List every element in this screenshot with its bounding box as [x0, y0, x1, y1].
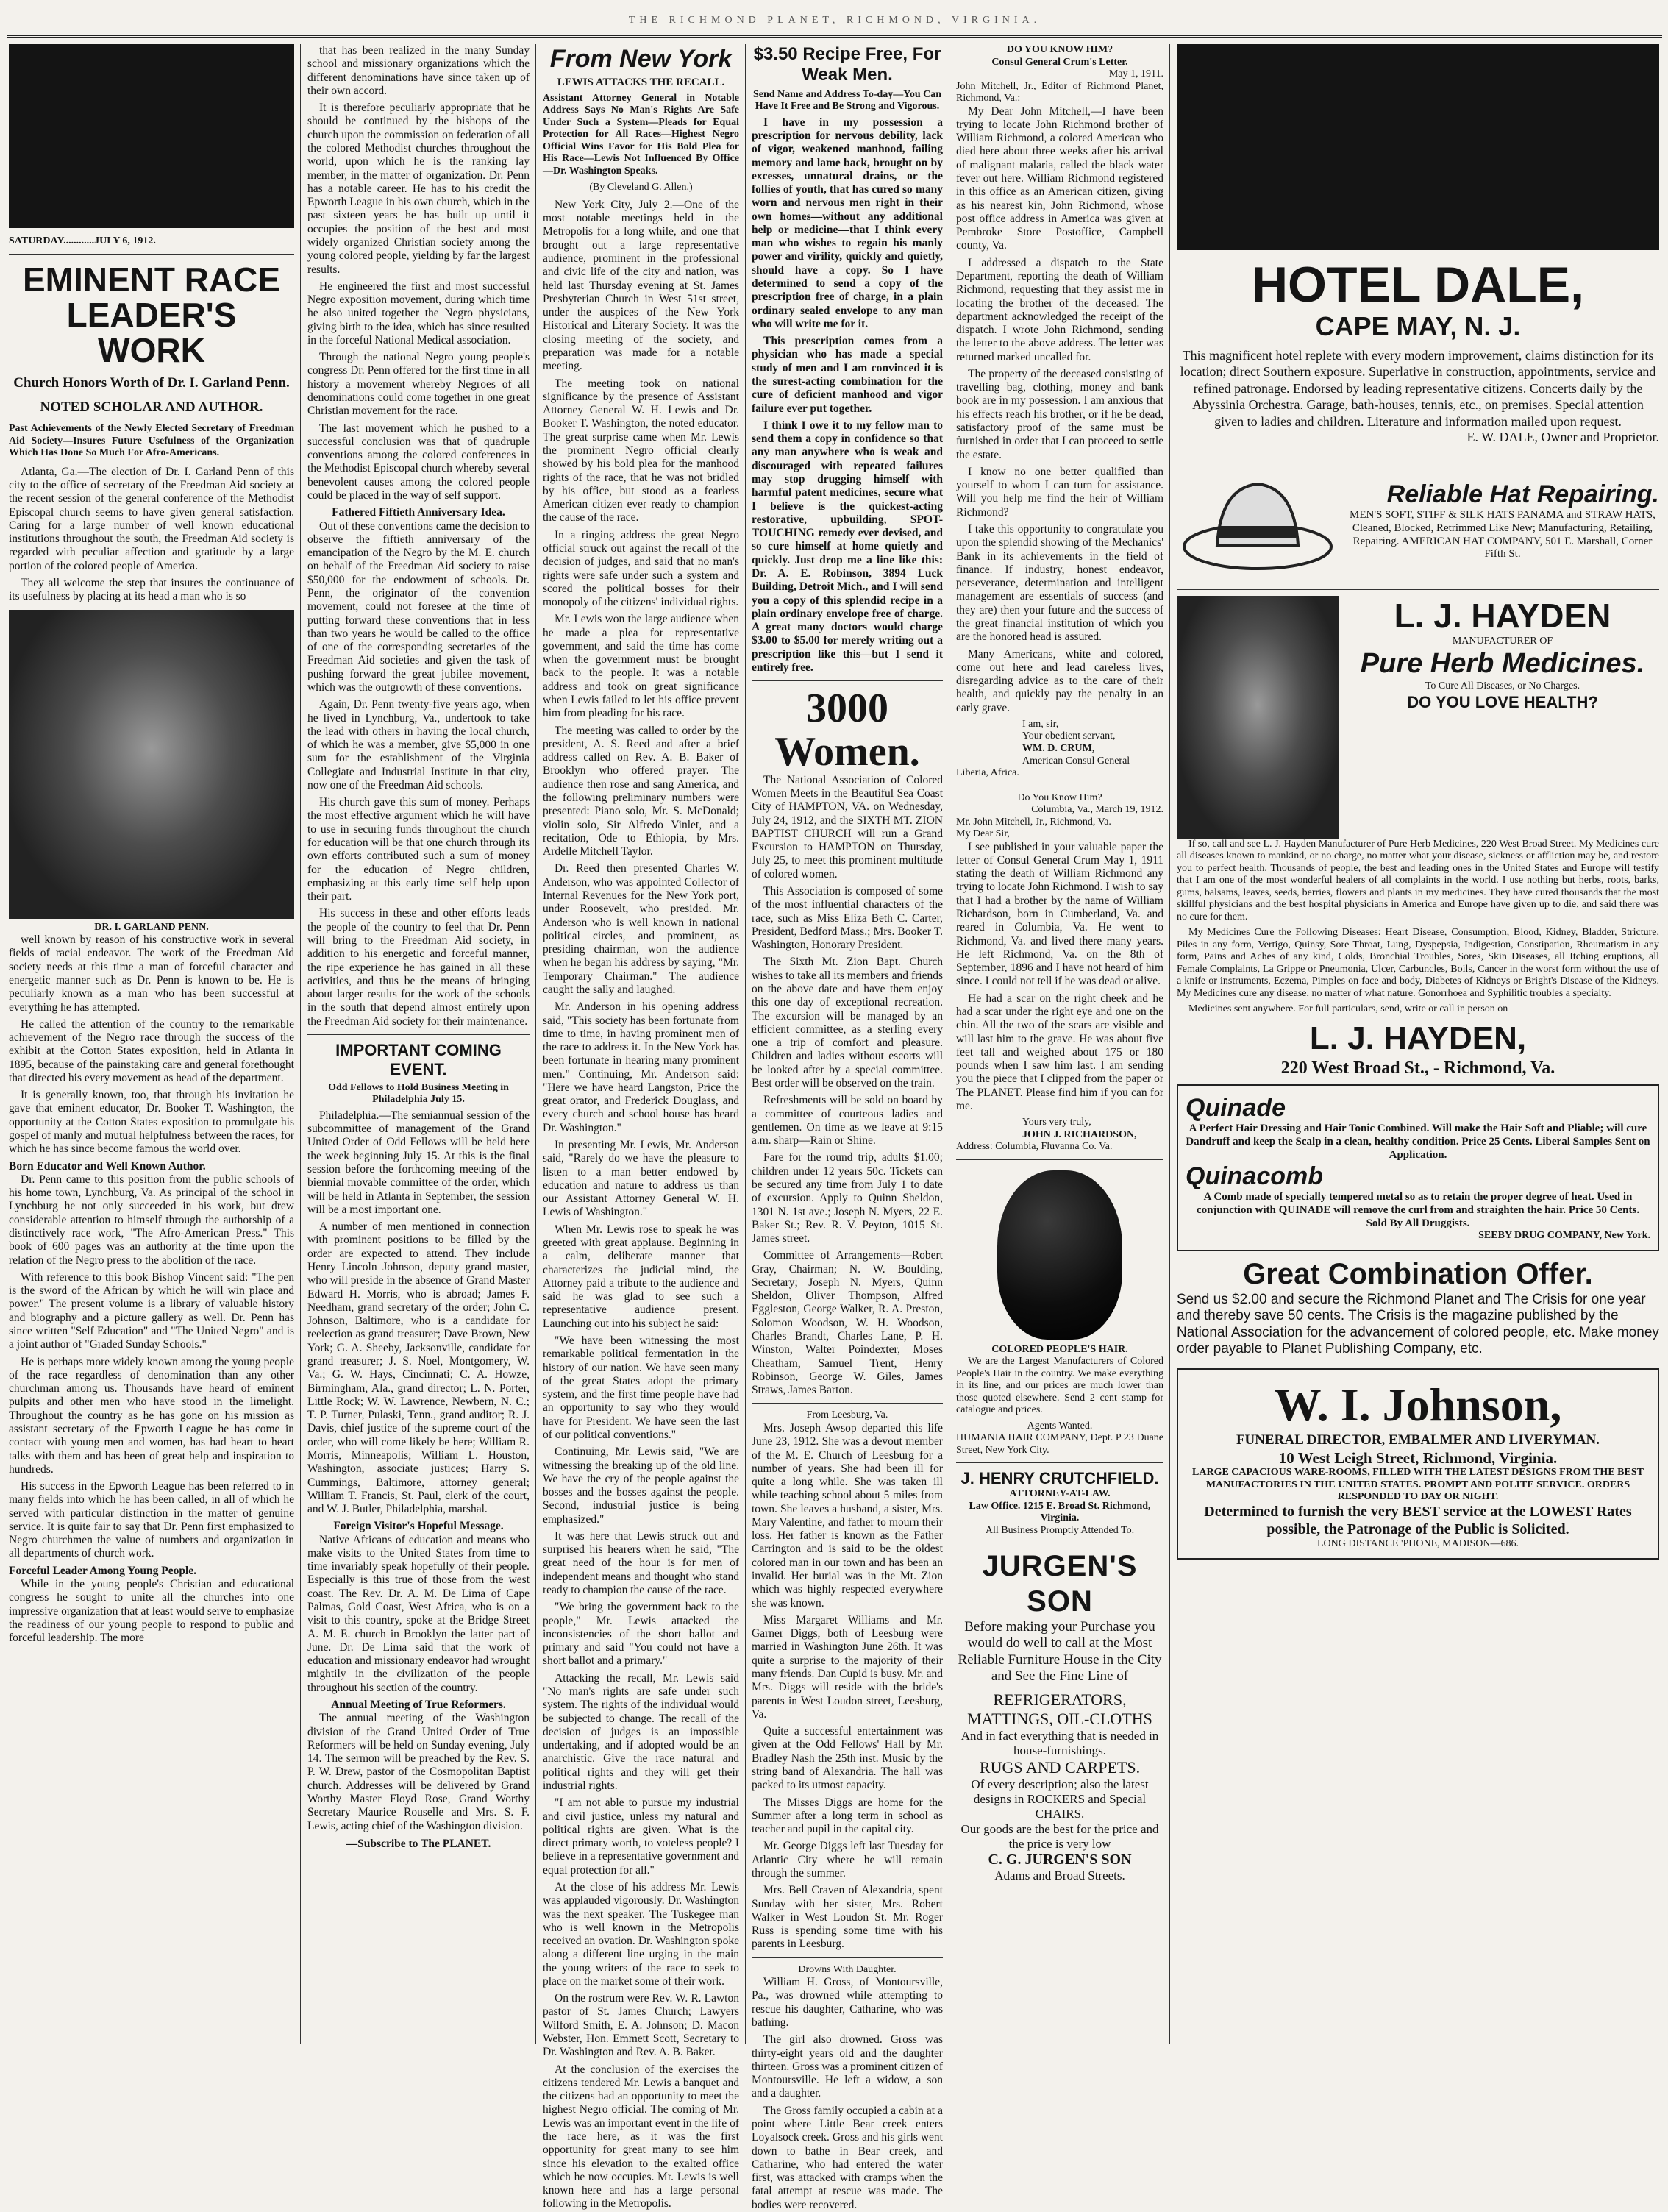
paragraph: Miss Margaret Williams and Mr. Garner Diggs, both of Leesburg were married in Washington June 26th. It was quite a surprise to the majority of their many friends. Dan Cupid is busy. Mr. and Mrs. Diggs will reside with the bride's parents in West Loudon street, Leesburg, Va. [752, 1613, 943, 1721]
paragraph: Committee of Arrangements—Robert Gray, Chairman; N. W. Boulding, Secretary; Joseph N. Myers, Quinn Sheldon, Oliver Thompson, Alfred Eggleston, George Walker, R. A. Preston, Solomon Woodson, W. H. Woodson, Charles Brandt, Charles Lane, P. H. Winston, Walter Poindexter, Moses Cheatham, Samuel Trent, Henry Robinson, George W. Giles, James Straws, James Barton. [752, 1249, 943, 1397]
paragraph: Quite a successful entertainment was given at the Odd Fellows' Hall by Mr. Bradley Nash the 25th inst. Music by the string band of Alexandria. The hall was packed to its utmost capacity. [752, 1725, 943, 1792]
subscribe-note: —Subscribe to The PLANET. [346, 1837, 491, 1850]
paragraph: The meeting was called to order by the president, A. S. Reed and after a brief address called on Rev. A. B. Baker of Brooklyn who offered prayer. The audience then rose and sang America, and the following preliminary numbers were presented: Piano solo, Mr. S. McDonald; violin solo, Sir Alfredo Vinlet, and a recitation, Ode to Ethiopia, by Mrs. Ardelle Mitchell Taylor. [543, 724, 739, 858]
paragraph: Mr. Anderson in his opening address said, "This society has been fortunate from time to time, in having prominent men of the race to address it. In the New York has been fortunate in hearing many prominent men." Continuing, Mr. Anderson said: "Here we have heard Langston, Price the great orator, and Frederick Douglass, and every church and school house has heard Dr. Washington." [543, 1000, 739, 1134]
ad-heading: J. HENRY CRUTCHFIELD. [960, 1469, 1159, 1488]
paragraph: He is perhaps more widely known among the young people of the race regardless of denomination than any other churchman among us. Thousands have heard of eminent pulpits and other men who have stood in the limelight. Throughout the country as he has gone on his mission as assistant secretary of the Epworth League he has come in contact with young men and women, has had heart to heart talks with them and has been of great help and inspiration to hundreds. [9, 1355, 294, 1476]
paragraph: Many Americans, white and colored, come out here and lead careless lives, disregarding advice as to the care of their health, and quickly pay the penalty in an early grave. [956, 647, 1163, 714]
ad-signature: SEEBY DRUG COMPANY, New York. [1478, 1230, 1650, 1242]
headline: EMINENT RACE LEADER'S WORK [22, 260, 281, 370]
paragraph: We are the Largest Manufacturers of Colored People's Hair in the country. We make everything in its line, and our prices are much lower than those quoted elsewhere. Send 2 cent stamp for catalogue and prices. [956, 1356, 1163, 1416]
ad-heading: L. J. HAYDEN [1394, 596, 1611, 635]
paragraph: William H. Gross, of Montoursville, Pa., was drowned while attempting to rescue his daughter, Catharine, who was bathing. [752, 1976, 943, 2029]
ad-text: A Comb made of specially tempered metal so as to retain the proper degree of heat. Used in conjunction with QUINADE will remove the curl from and straighten the hair. Price 50 Cents. Sold By All Druggists. [1196, 1191, 1640, 1229]
column-5 [956, 44, 1163, 2044]
ad-note: All Business Promptly Attended To. [985, 1524, 1135, 1536]
ad-heading: Quinade [1186, 1094, 1286, 1123]
paragraph: Continuing, Mr. Lewis said, "We are witnessing the breaking up of the old line. We have the cry of the people against the bosses and the bosses against the people. Second, industrial justice is being emphasized." [543, 1445, 739, 1526]
ad-text: MEN'S SOFT, STIFF & SILK HATS PANAMA and STRAW HATS, Cleaned, Blocked, Retrimmed Like New; Manufacturing, Retailing, Repairing. AMERICAN HAT COMPANY, 501 E. Marshall, Corner Fifth St. [1350, 509, 1655, 561]
dateline: SATURDAY............JULY 6, 1912. [9, 235, 156, 246]
paragraph: The Sixth Mt. Zion Bapt. Church wishes to take all its members and friends on the above date and have them enjoy this one day of exceptional recreation. The excursion will be managed by an efficient committee, as a sterling every one a trip of comfort and pleasure. Children and ladies without escorts will be looked after by a special committee. Best order will be observed on the train. [752, 956, 943, 1089]
hat-icon [1177, 458, 1339, 583]
paragraph: The meeting took on national significance by the presence of Assistant Attorney General W. H. Lewis and Dr. Booker T. Washington, the noted educator. The great surprise came when Mr. Lewis the prominent Negro official clearly showed by his bold plea for the manhood rights of the race, that he was not bridled by his office, but stood as a fearless American citizen ever ready to champion the cause of the race. [543, 377, 739, 524]
article-heading: From New York [549, 45, 733, 73]
paragraph: I think I owe it to my fellow man to send them a copy in confidence so that any man anywhere who is weak and discouraged with repeated failures may stop drugging himself with harmful patent medicines, secure what I believe is the quickest-acting restorative, upbuilding, SPOT-TOUCHING remedy ever devised, and so cure himself at home quietly and quickly. Just drop me a line like this: Dr. A. E. Robinson, 3894 Luck Building, Detroit Mich., and I will send you a copy of this splendid recipe in a plain ordinary envelope free of charge. A great many doctors would charge $3.00 to $5.00 for merely writing out a prescription like this—but I send it entirely free. [752, 419, 943, 674]
deck: LEWIS ATTACKS THE RECALL. [557, 77, 725, 89]
column-2 [307, 44, 530, 2044]
ad-signature: C. G. JURGEN'S SON [988, 1851, 1132, 1868]
ad-heading: Pure Herb Medicines. [1360, 648, 1645, 680]
deck: Church Honors Worth of Dr. I. Garland Penn. [13, 375, 290, 391]
letter-signature: JOHN J. RICHARDSON, [1022, 1128, 1137, 1140]
column-rule [745, 44, 746, 2044]
paragraph: His success in the Epworth League has been referred to in many fields into which he has been called, in all of which he served with particular distinction in the matter of genuine service. It is quite fair to say that Dr. Penn first emphasized to Negro churchmen the value of numbers and organization in all departments of church work. [9, 1480, 294, 1560]
subhead: Consul General Crum's Letter. [991, 56, 1128, 68]
ad-signature: L. J. HAYDEN, [1309, 1020, 1527, 1056]
paragraph: It was here that Lewis struck out and surprised his hearers when he said, "The great need of the hour is for men of independent means and thought who stand ready to champion the cause of the race. [543, 1529, 739, 1597]
ad-subtitle: CAPE MAY, N. J. [1315, 311, 1521, 342]
ad-address: Law Office. 1215 E. Broad St. Richmond, Virginia. [969, 1500, 1151, 1524]
paragraph: He had a scar on the right cheek and he had a scar under the right eye and one on the chin. All the two of the scars are visible and will last him to the grave. He was about five feet tall and weighed about 175 or 180 pounds when I saw him last. I am sending you the piece that I clipped from the paper or The PLANET. Please find him if you can for me. [956, 992, 1163, 1112]
quinade-ad [1177, 1084, 1659, 1251]
paragraph: The National Association of Colored Women Meets in the Beautiful Sea Coast City of HAMPTON, VA. on Wednesday, July 24, 1912, and the SIXTH MT. ZION BAPTIST CHURCH will run a Grand Excursion to HAMPTON on Thursday, July 25, to meet this prominent multitude of colored women. [752, 773, 943, 881]
photo-caption: DR. I. GARLAND PENN. [94, 921, 209, 933]
column-rule [1169, 44, 1170, 2044]
summary: Assistant Attorney General in Notable Address Says No Man's Rights Are Safe Under Such a System—Pleads for Equal Protection for All Races—Highest Negro Official Wins Favor for His Bold Plea for His Race—Lewis Not Influenced By Office—Dr. Washington Speaks. [543, 92, 739, 177]
paragraph: It is generally known, too, that through his invitation he gave that eminent educator, Dr. Booker T. Washington, the opportunity at the Cotton States exposition to promulgate his gospel of manly and mutual helpfulness between the races, for which he has since become famous the world over. [9, 1089, 294, 1156]
paragraph: Out of these conventions came the decision to observe the fiftieth anniversary of the emancipation of the Negro by the M. E. church on behalf of the Freedman Aid society to raise $50,000 for the endowment of schools. Dr. Penn, the originator of the convention movement, could not foresee at the time of putting forward these conventions that in less than two years he would be called to the office of one of the corresponding secretaries of the Freedman Aid societies and given the task of pushing forward the great jubilee movement, which was the outgrowth of these conventions. [307, 519, 530, 694]
paragraph: In presenting Mr. Lewis, Mr. Anderson said, "Rarely do we have the pleasure to listen to a man better endowed by education and nature to address us than our Assistant Attorney General W. H. Lewis of Washington." [543, 1139, 739, 1219]
letter-closing: Liberia, Africa. [956, 767, 1019, 779]
ad-heading: 3000 Women. [774, 686, 920, 775]
ad-heading: Great Combination Offer. [1243, 1257, 1593, 1290]
portrait-photo [1177, 596, 1339, 839]
paragraph: His church gave this sum of money. Perhaps the most effective argument which he will have to use in securing funds throughout the church for education will be that one church through its own efforts contributed such a sum of money for the education of Negro children, emphasizing at this early time self help upon their part. [307, 796, 530, 903]
paragraph: Mrs. Bell Craven of Alexandria, spent Sunday with her sister, Mrs. Robert Walker in West Loudon St. Mr. Roger Russ is spending some time with his parents in Leesburg. [752, 1884, 943, 1951]
paragraph: They all welcome the step that insures the continuance of its usefulness by placing at its head a man who is so [9, 577, 294, 603]
subhead: From Leesburg, Va. [806, 1409, 888, 1421]
paragraph: I take this opportunity to congratulate you upon the splendid showing of the Mechanics' Bank in its achievements in the field of finance. If industry, honest endeavor, perseverance, determination and intelligent management are essentials of success (and they are) then your future and the success of the great financial institution of which you are the honored head is assured. [956, 523, 1163, 644]
paragraph: My Medicines Cure the Following Diseases: Heart Disease, Consumption, Blood, Kidney, Bladder, Stricture, Piles in any form, Vertigo, Quinsy, Sore Throat, Lung, Dyspepsia, Indigestion, Constipation, Rheumatism in any form, Pains and Aches of any kind, Colds, Bronchial Troubles, Sores, Skin Diseases, all Itching eruptions, all Female Complaints, La Grippe or Pneumonia, Ulcer, Carbuncles, Boils, Cancer in the worst form without the use of a knife or instruments, Eczema, Pimples on face and body, Diabetes of Kidneys or Bright's Disease of the Kidneys. My Medicines cure any disease, no matter of what nature. Gonorrhoea and Syphilitic troubles a specialty. [1177, 927, 1659, 999]
paragraph: The Gross family occupied a cabin at a point where Little Bear creek enters Loyalsock creek. Gross and his girls went down to bathe in Bear creek, and Catharine, who had entered the water first, was attacked with cramps when the fatal attempt at rescue was made. The bodies were recovered. [752, 2104, 943, 2211]
letter-closing: Your obedient servant, [1022, 730, 1116, 742]
masthead-ink-block [1177, 44, 1659, 250]
paragraph: "We bring the government back to the people," Mr. Lewis attacked the inconsistencies of the short ballot and primary and said "You could not have a short ballot and a primary." [543, 1601, 739, 1668]
paragraph: This Association is composed of some of the most influential characters of the race, such as Miss Eliza Beth C. Carter, President, Bedford Mass.; Mrs. Booker T. Washington, Honorary President. [752, 885, 943, 952]
ad-address: Adams and Broad Streets. [994, 1868, 1125, 1883]
paragraph: My Dear John Mitchell,—I have been trying to locate John Richmond brother of William Richmond, a colored American who died here about three weeks after his arrival of malignant malaria, called the black water fever out here. William Richmond registered in this office as an American citizen, giving as his nearest kin, John Richmond, whose post office address in America was given at Pembroke Store Postoffice, Campbell county, Va. [956, 104, 1163, 252]
hat-ad [1177, 458, 1659, 583]
paragraph: well known by reason of his constructive work in several fields of racial endeavor. The work of the Freedman Aid society needs at this time a man of forceful character and energetic manner such as Dr. Penn is known to be. He is peculiarly known as a man who has been successful at everything he has attempted. [9, 933, 294, 1014]
paragraph: At the close of his address Mr. Lewis was applauded vigorously. Dr. Washington was the next speaker. The Tuskegee man who is well known in the Metropolis received an ovation. Dr. Washington spoke along a different line urging in the main the young writers of the race to seek to place on the market some of their work. [543, 1880, 739, 1988]
paragraph: Philadelphia.—The semiannual session of the subcommittee of management of the Grand United Order of Odd Fellows will be held here the week beginning July 15. At this is the final session before the forthcoming meeting of the biennial movable committee of the order, which will be held in Atlanta in September, the session will be a most important one. [307, 1109, 530, 1216]
ad-address: 220 West Broad St., - Richmond, Va. [1280, 1058, 1555, 1078]
subhead: Fathered Fiftieth Anniversary Idea. [332, 506, 505, 519]
ad-heading: Reliable Hat Repairing. [1386, 480, 1659, 509]
letter-salutation: My Dear Sir, [956, 828, 1010, 840]
paragraph: The annual meeting of the Washington division of the Grand United Order of True Reformers will be held on Sunday evening, July 14. The sermon will be preached by the Rev. S. P. W. Drew, pastor of the Cosmopolitan Baptist church. Addresses will be delivered by Grand Worthy Master Floyd Rose, Grand Worthy Secretary Maurice Rouselle and Mrs. S. F. Lewis, acting chief of the Washington division. [307, 1712, 530, 1832]
letter-closing: Yours very truly, [1022, 1117, 1091, 1128]
subhead: Do You Know Him? [1017, 792, 1102, 803]
column-1 [9, 44, 294, 2044]
paragraph: On the rostrum were Rev. W. R. Lawton pastor of St. James Church; Lawyers Wilford Smith, E. A. Johnson; D. Macon Webster, Hon. Emmett Scott, Secretary to Dr. Washington and Rev. A. B. Baker. [543, 1992, 739, 2059]
paragraph: In a ringing address the great Negro official struck out against the recall of the decision of judges, and said that no man's rights were safe under such a system and scored the political bosses for their monopoly of the citizens' individual rights. [543, 528, 739, 609]
ad-text: Before making your Purchase you would do well to call at the Most Reliable Furniture House in the City and See the Fine Line of [958, 1618, 1162, 1685]
ad-text: Determined to furnish the very BEST service at the LOWEST Rates possible, the Patronage of the Public is Solicited. [1204, 1503, 1632, 1537]
paragraph: This prescription comes from a physician who has made a special study of men and I am convinced it is the surest-acting combination for the cure of deficient manhood and vigor failure ever put together. [752, 335, 943, 415]
paragraph: Atlanta, Ga.—The election of Dr. I. Garland Penn of this city to the office of secretary of the Freedman Aid society at the recent session of the general conference of the Methodist Episcopal church seems to have given general satisfaction. Caring for a large number of well known educational institutions throughout the south, the Freedman Aid society is regarded with peculiar affection and gratitude by a large portion of the colored people of America. [9, 465, 294, 572]
ad-text: Our goods are the best for the price and the price is very low [960, 1821, 1159, 1851]
letter-closing: Address: Columbia, Fluvanna Co. Va. [956, 1141, 1113, 1153]
paragraph: I know no one better qualified than yourself to whom I can turn for assistance. Will you help me find the heir of William Richmond? [956, 465, 1163, 519]
subhead: Foreign Visitor's Hopeful Message. [333, 1520, 504, 1533]
paragraph: With reference to this book Bishop Vincent said: "The pen is the sword of the African by which he will win place and power." The present volume is a library of valuable history and biography and a picture gallery as well. Dr. Penn has since written "Self Education" and "The United Negro" and is a joint author of "Graded Sunday Schools." [9, 1270, 294, 1351]
column-3 [543, 44, 739, 2211]
letter-address: Mr. John Mitchell, Jr., Richmond, Va. [956, 816, 1111, 828]
paragraph: "We have been witnessing the most remarkable political fermentation in the history of our nation. We have seen many of the great States adopt the primary system, and the first time people have had an opportunity to say who they would have for President. We have seen the last of our political conventions." [543, 1334, 739, 1441]
letter-closing: I am, sir, [1022, 718, 1059, 730]
ad-text: Of every description; also the latest designs in ROCKERS and Special CHAIRS. [971, 1777, 1149, 1821]
masthead-ink-block [9, 44, 294, 228]
deck: Odd Fellows to Hold Business Meeting in Philadelphia July 15. [328, 1081, 509, 1106]
ad-text: This magnificent hotel replete with every modern improvement, claims distinction for its location; direct Southern exposure. Superlative in construction, appointments, service and refined patronage. Endorsed by leading representative citizens. Concerts daily by the Abyssinia Orchestra. Garage, bath-houses, tennis, etc., on premises. Special attention given to ladies and children. Literature and information mailed upon request. [1180, 347, 1656, 429]
paragraph: The girl also drowned. Gross was thirty-eight years old and the daughter thirteen. Gross was a prominent citizen of Montoursville. He left a widow, a son and a daughter. [752, 2033, 943, 2100]
johnson-ad [1177, 1368, 1659, 1560]
paragraph: that has been realized in the many Sunday school and missionary organizations which the different denominations have since taken up of their own accord. [307, 44, 530, 97]
paragraph: It is therefore peculiarly appropriate that he should be continued by the bishops of the church upon the commission on federation of all the colored Methodist churches throughout the world, upon which he is the ranking lay member, in the matter of organization. Dr. Penn has a notable career. He has to his credit the Epworth League in his own church, which in the past sixteen years he has built up until it occupies the position of the best and most widely organized Christian society among the young colored people, yielding by far the largest results. [307, 102, 530, 276]
ad-address: HUMANIA HAIR COMPANY, Dept. P 23 Duane Street, New York City. [956, 1432, 1163, 1456]
ad-heading: HOTEL DALE, [1251, 257, 1585, 313]
paragraph: While in the young people's Christian and educational congress he sought to unite all the churches into one impressive organization that at least would serve to emphasize the readiness of our young people to respond to public and forceful leadership. The more [9, 1578, 294, 1645]
paragraph: He called the attention of the country to the remarkable achievement of the Negro race through the success of the exhibit at the Cotton States exposition, held in Atlanta in 1895, because of the painstaking care and general forethought that directed his every movement as head of the department. [9, 1017, 294, 1084]
ad-text: DO YOU LOVE HEALTH? [1407, 692, 1598, 711]
paragraph: I have in my possession a prescription for nervous debility, lack of vigor, weakened manhood, failing memory and lame back, brought on by excesses, unnatural drains, or the follies of youth, that has cured so many worn and nervous men right in their own homes—without any additional help or medicine—that I think every man who wishes to regain his manly power and virility, quickly and quietly, should have a copy. So I have determined to send a copy of the prescription free of charge, in a plain ordinary sealed envelope to any man who will write me for it. [752, 115, 943, 330]
ad-signature: E. W. DALE, Owner and Proprietor. [1466, 430, 1659, 445]
paragraph: Refreshments will be sold on board by a committee of courteous ladies and gentlemen. On time as we leave at 9:15 a.m. sharp—Rain or Shine. [752, 1094, 943, 1148]
article-heading: IMPORTANT COMING EVENT. [335, 1040, 502, 1078]
ad-text: RUGS AND CARPETS. [979, 1758, 1141, 1777]
paragraph: If so, call and see L. J. Hayden Manufacturer of Pure Herb Medicines, 220 West Broad Street. My Medicines cure all diseases known to mankind, or no charge, no matter what your disease, sickness or affliction may be, and restore you to perfect health. Thousands of people, the best and leading ones in the United States and Europe will testify that I am one of the most wonderful healers of all complaints in the world. I use nothing but herbs, roots, barks, gums, balsams, leaves, seeds, berries, flowers and plants in my medicines. They have cured thousands that the most skillful physicians and the best hospital physicians in America and Europe have given up to die, and said there was no cure for them. [1177, 838, 1659, 922]
column-rule [300, 44, 301, 2044]
paragraph: At the conclusion of the exercises the citizens tendered Mr. Lewis a banquet and the citizens had an opportunity to meet the highest Negro official. The coming of Mr. Lewis was an important event in the life of the race here, as it was the first opportunity for great many to see him since his elevation to the exalted office which he now occupies. Mr. Lewis is well known here and has a large personal following in the Metropolis. [543, 2063, 739, 2211]
ad-subtitle: FUNERAL DIRECTOR, EMBALMER AND LIVERYMAN. [1236, 1432, 1600, 1448]
paragraph: Fare for the round trip, adults $1.00; children under 12 years 50c. Tickets can be secured any time from July 1 to date of excursion. Apply to Quinn Sheldon, 1301 N. 1st ave.; Joseph N. Myers, 22 E. Baker St.; Rev. R. V. Peyton, 1015 St. James street. [752, 1151, 943, 1245]
ad-text: LARGE CAPACIOUS WARE-ROOMS, FILLED WITH THE LATEST DESIGNS FROM THE BEST MANUFACTORIES IN THE UNITED STATES. PROMPT AND POLITE SERVICE. ORDERS RESPONDED TO DAY OR NIGHT. [1192, 1467, 1644, 1503]
paragraph: His success in these and other efforts leads the people of the country to feel that Dr. Penn will bring to the Freedman Aid society, in addition to his energetic and forceful manner, the ripe experience he has gained in all these activities, and thus be the means of bringing about larger results for the work of the schools in the south that depend almost entirely upon the Freedman Aid society for their maintenance. [307, 907, 530, 1028]
deck: NOTED SCHOLAR AND AUTHOR. [40, 399, 263, 415]
paragraph: Again, Dr. Penn twenty-five years ago, when he lived in Lynchburg, Va., undertook to take the lead with others in having the local church, of which he was a member, give $5,000 in one sum for the establishment of the Virginia Collegiate and Industrial Institute in that city, now one of the Freedman Aid schools. [307, 698, 530, 792]
paragraph: I addressed a dispatch to the State Department, reporting the death of William Richmond, requesting that they assist me in locating the brother of the deceased. The department acknowledged the receipt of the dispatch. I wrote John Richmond, sending the letter to the above address. The letter was returned marked uncalled for. [956, 256, 1163, 363]
ad-phone: LONG DISTANCE 'PHONE, MADISON—686. [1316, 1538, 1519, 1550]
paragraph: When Mr. Lewis rose to speak he was greeted with great applause. Beginning in a calm, deliberate manner that characterizes the judicial mind, the Attorney paid a tribute to the audience and said he was glad to see such a representative audience present. Launching out into his subject he said: [543, 1223, 739, 1330]
ad-text: Send us $2.00 and secure the Richmond Planet and The Crisis for one year and thereby save 50 cents. The Crisis is the magazine published by the National Association for the advancement of colored people, etc. Make money order payable to Planet Publishing Company, etc. [1177, 1292, 1659, 1357]
paragraph: Dr. Penn came to this position from the public schools of his home town, Lynchburg, Va. As principal of the school in Lynchburg he not only succeeded in his work, but drew considerable attention to himself through the authorship of a distinctively race work, "The Afro-American Press." This book of 600 pages was an authority at the time upon the relation of the Negro press to the abolition of the race. [9, 1173, 294, 1267]
letter-date: Columbia, Va., March 19, 1912. [1031, 804, 1163, 816]
letter-date: May 1, 1911. [1108, 68, 1163, 80]
letter-signature: WM. D. CRUM, [1022, 742, 1095, 754]
paragraph: A number of men mentioned in connection with prominent positions to be filled by the order are expected to attend. They include Henry Lincoln Johnson, deputy grand master, who will preside in the absence of Grand Master Edward H. Morris, who is abroad; James F. Needham, grand secretary of the order; John C. Johnson, Baltimore, who is a candidate for reelection as grand treasurer; Dave Brown, New York; G. A. Sheeby, Jacksonville, candidate for grand treasurer; J. S. Noel, Montgomery, W. Va.; G. W. Hays, Cincinnati; C. A. Howze, Birmingham, Ala., grand director; L. N. Porter, Little Rock; W. W. Lawrence, Newbern, N. C.; T. P. Turner, Pulaski, Tenn., grand auditor; R. J. Davis, chief justice of the supreme court of the order, who will come likely be here; William R. Morris, Minneapolis; William L. Houston, Washington, associate justices; Harry S. Cummings, Baltimore, attorney general; William T. Francis, St. Paul, clerk of the court, and W. J. Butler, Philadelphia, marshal. [307, 1220, 530, 1516]
column-rule [535, 44, 536, 2044]
column-4 [752, 44, 943, 2211]
subhead: Forceful Leader Among Young People. [9, 1564, 197, 1577]
ad-text: REFRIGERATORS, [993, 1690, 1127, 1710]
ad-heading: Quinacomb [1186, 1162, 1324, 1191]
byline: (By Cleveland G. Allen.) [589, 182, 693, 193]
ad-note: Agents Wanted. [1027, 1420, 1093, 1432]
ad-text: A Perfect Hair Dressing and Hair Tonic Combined. Will make the Hair Soft and Pliable; will cure Dandruff and keep the Scalp in a clean, healthy condition. Price 25 Cents. Liberal Samples Sent on Application. [1186, 1123, 1650, 1161]
paragraph: Attacking the recall, Mr. Lewis said "No man's rights are safe under such system. The rights of the individual would be subjected to change. The recall of the decision of judges is an impossible undertaking, and if adopted would be an anarchistic. Give the race natural and political rights and they will get their industrial rights. [543, 1671, 739, 1792]
paragraph: The last movement which he pushed to a successful conclusion was that of quadruple conventions among the colored conferences in the Methodist Episcopal church whereby several benevolent causes among the colored people could be placed in the way of self support. [307, 422, 530, 502]
ad-subtitle: MANUFACTURER OF [1452, 635, 1553, 647]
masthead: THE RICHMOND PLANET, RICHMOND, VIRGINIA. [7, 6, 1662, 38]
deck: Send Name and Address To-day—You Can Have It Free and Be Strong and Vigorous. [752, 88, 942, 113]
ad-text: MATTINGS, OIL-CLOTHS [967, 1710, 1152, 1729]
summary: Past Achievements of the Newly Elected Secretary of Freedman Aid Society—Insures Future Usefulness of the Organization Which Has Done So Much For Afro-Americans. [9, 423, 294, 459]
ad-heading: $3.50 Recipe Free, For Weak Men. [753, 44, 941, 85]
ad-address: 10 West Leigh Street, Richmond, Virginia. [1278, 1448, 1558, 1467]
paragraph: Dr. Reed then presented Charles W. Anderson, who was appointed Collector of Internal Revenues for the New York port, under Roosevelt, who presided. Mr. Anderson who is well known in national political circles, and prominent, as presiding chairman, won the audience when he began his address by saying, "Mr. Temporary Chairman." The audience caught the sally and laughed. [543, 862, 739, 996]
paragraph: I see published in your valuable paper the letter of Consul General Crum May 1, 1911 stating the death of William Richmond any trying to locate John Richmond. I wish to say that I had a brother by the name of William Richardson, born in Cumberland, Va. and reared in Columbia, Va. He went to Richmond, Va. and lived there many years. He left Richmond, Va. on the 8th of September, 1896 and I have not heard of him since. I could not tell if he was dead or alive. [956, 840, 1163, 988]
subhead: Drowns With Daughter. [798, 1963, 897, 1975]
paragraph: The property of the deceased consisting of travelling bag, clothing, money and bank book are in my possession. I am anxious that his effects reach his brother, or if he be dead, satisfactory proof of the same must be furnished in order that I can proceed to settle the estate. [956, 367, 1163, 461]
paragraph: "I am not able to pursue my industrial and civil justice, unless my natural and political rights are given. What is the direct primary worth, to voteless people? I believe in a representative government and equal protection for all." [543, 1796, 739, 1877]
subhead: Annual Meeting of True Reformers. [331, 1699, 506, 1711]
paragraph: Mrs. Joseph Awsop departed this life June 23, 1912. She was a devout member of the M. E. Church of Leesburg for a number of years. She had been ill for quite a long while. She was taken ill while teaching school about 5 miles from town. She leaves a husband, a sister, Mrs. Mary Valentine, and father to mourn their loss. Her father is known as the Father Carrington and is said to be the oldest colored man in our town and has been an invalid. Her burial was in the Mt. Zion which was highly respected everywhere she was known. [752, 1421, 943, 1610]
paragraph: Mr. Lewis won the large audience when he made a plea for representative government, and said the time has come when the government must be brought back to the people. It was a notable address and took on great significance when Lewis failed to let his office prevent him from pleading for his race. [543, 613, 739, 720]
letter-closing: American Consul General [1022, 755, 1130, 767]
ad-heading: W. I. Johnson, [1274, 1378, 1562, 1431]
paragraph: Medicines sent anywhere. For full particulars, send, write or call in person on [1188, 1003, 1508, 1015]
ad-subtitle: ATTORNEY-AT-LAW. [1009, 1488, 1111, 1500]
ad-text: And in fact everything that is needed in house-furnishings. [960, 1729, 1159, 1758]
paragraph: He engineered the first and most successful Negro exposition movement, during which time he also united together the Negro physicians, giving birth to the idea, which has since resulted in the forceful National Medical association. [307, 280, 530, 346]
letter-address: John Mitchell, Jr., Editor of Richmond Planet, Richmond, Va.: [956, 80, 1163, 104]
ad-heading: COLORED PEOPLE'S HAIR. [991, 1343, 1128, 1355]
ad-text: To Cure All Diseases, or No Charges. [1425, 680, 1580, 692]
paragraph: Native Africans of education and means who make visits to the United States from time to time invariably speak hopefully of their people. Especially is this true of those from the west coast. The Rev. Dr. A. M. De Lima of Cape Palmas, Gold Coast, West Africa, who is on a visit to this country, spoke at the Bridge Street A. M. E. church in Brooklyn the latter part of June. Dr. De Lima said that the work of education and missionary endeavor had wrought mightily in the civilization of the people throughout his section of the country. [307, 1533, 530, 1694]
article-heading: DO YOU KNOW HIM? [1006, 44, 1113, 55]
portrait-photo [9, 610, 294, 919]
paragraph: The Misses Diggs are home for the Summer after a long term in school as teacher and pupil in the capital city. [752, 1796, 943, 1836]
paragraph: New York City, July 2.—One of the most notable meetings held in the Metropolis for a long while, and one that brought out a large representative audience, prominent in the professional and civic life of the city and nation, was held last Thursday evening at St. James Presbyterian Church in West 51st street, under the auspices of the New York Historical and Literary Society. It was the closing meeting of the society, and preparation was made for a notable meeting. [543, 198, 739, 373]
ad-heading: JURGEN'S SON [982, 1550, 1138, 1618]
column-6 [1177, 44, 1659, 2044]
paragraph: Mr. George Diggs left last Tuesday for Atlantic City where he will remain through the summer. [752, 1840, 943, 1880]
hair-illustration [997, 1170, 1122, 1340]
paragraph: Through the national Negro young people's congress Dr. Penn offered for the first time in all history a movement whereby Negroes of all denominations could come together in one great Christian movement for the race. [307, 351, 530, 418]
subhead: Born Educator and Well Known Author. [9, 1159, 206, 1173]
